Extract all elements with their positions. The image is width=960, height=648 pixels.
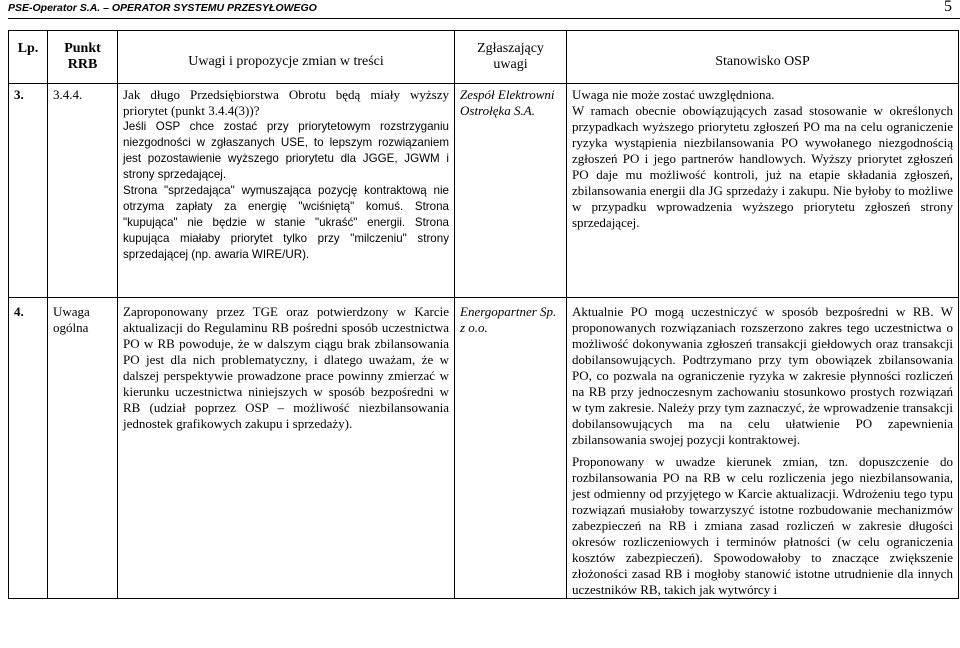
col-header-submitter: Zgłaszający uwagi	[455, 31, 567, 84]
page-number: 5	[944, 0, 952, 15]
position-paragraph: Proponowany w uwadze kierunek zmian, tzn. dopuszczenie do rozbilansowania PO na RB w celu rozliczenia jego niezbilansowania, jest odmienny od przyjętego w Karcie aktualizacji. Wdrożeniu tego typu rozwiązań musiałoby towarzyszyć istotne rozbudowanie mechanizmów zabezpieczeń na RB i zmiana zasad rozliczeń w zakresie długości okresów rozliczeniowych i terminów płatności (w celu ograniczenia kosztów zabezpieczeń). Spowodowałoby to znaczące zwiększenie złożoności zasad RB i mogłoby stanowić istotne utrudnienie dla innych uczestników RB, takich jak wytwórcy i	[572, 454, 953, 597]
col-header-rrb: Punkt RRB	[48, 31, 118, 84]
col-header-remarks: Uwagi i propozycje zmian w treści	[118, 31, 455, 84]
col-header-position: Stanowisko OSP	[567, 31, 959, 84]
header-rule	[8, 18, 960, 19]
remarks-paragraph: Strona "sprzedająca" wymuszająca pozycję kontraktową nie otrzyma zapłaty za energię "wciśniętą" komuś. Strona "kupująca" nie będzie w stanie "ukraść" energii. Strona kupująca miałaby priorytet tylko przy "milczeniu" strony sprzedającej (np. awaria WIRE/UR).	[123, 184, 449, 261]
row-lp: 4.	[9, 298, 48, 599]
col-header-lp: Lp.	[9, 31, 48, 84]
position-paragraph: W ramach obecnie obowiązujących zasad stosowanie w określonych przypadkach wyższego priorytetu zgłoszeń PO ma na celu ograniczenie ryzyka wystąpienia niezbilansowania PO wywołanego niezgodnością zgłoszeń PO i jego partnerów handlowych. Wyższy priorytet zgłoszeń PO daje mu możliwość kontroli, już na etapie składania zgłoszeń, zbilansowania energii dla JG sprzedaży i zakupu. Nie byłoby to możliwe w przypadku wprowadzenia wyższego priorytetu zgłoszeń strony sprzedającej.	[572, 103, 953, 230]
remarks-table	[8, 30, 959, 599]
position-paragraph: Uwaga nie może zostać uwzględniona.	[572, 87, 775, 102]
position-paragraph: Aktualnie PO mogą uczestniczyć w sposób bezpośredni w RB. W proponowanych rozwiązaniach rozszerzono zakres tego uczestnictwa o możliwość dokonywania zgłoszeń transakcji giełdowych oraz transakcji dobilansowujących. Podtrzymano przy tym obowiązek zbilansowania PO, co pozwala na ograniczenie ryzyka w zakresie płynności rozliczeń na RB przy jednoczesnym zachowaniu stosunkowo prostych rozwiązań w tym zakresie. Należy przy tym zaznaczyć, że wprowadzenie transakcji dobilansowujących ma na celu ułatwienie PO zapewnienia zbilansowania swojej pozycji kontraktowej.	[572, 304, 953, 447]
row-submitter: Energopartner Sp. z o.o.	[455, 298, 567, 599]
row-lp: 3.	[9, 84, 48, 298]
row-remarks	[118, 84, 455, 298]
row-rrb: 3.4.4.	[48, 84, 118, 298]
row-rrb: Uwaga ogólna	[48, 298, 118, 599]
remarks-paragraph: Zaproponowany przez TGE oraz potwierdzony w Karcie aktualizacji do Regulaminu RB pośredni sposób uczestnictwa PO w RB powoduje, że w dalszym ciągu brak zbilansowania PO jest dla nich problematyczny, i dlatego uważam, że w dalszej perspektywie prowadzone prace powinny zmierzać w kierunku uczestnictwa niniejszych w sposób bezpośredni w RB (udział poprzez OSP – możliwość niezbilansowania jednostek grafikowych zakupu i sprzedaży).	[123, 304, 449, 431]
table-row	[9, 298, 959, 599]
header-title: PSE-Operator S.A. – OPERATOR SYSTEMU PRZESYŁOWEGO	[8, 2, 317, 14]
table-row	[9, 84, 959, 298]
row-remarks	[118, 298, 455, 599]
remarks-question: Jak długo Przedsiębiorstwa Obrotu będą miały wyższy priorytet (punkt 3.4.4(3))?	[123, 87, 449, 118]
row-submitter: Zespół Elektrowni Ostrołęka S.A.	[455, 84, 567, 298]
remarks-paragraph: Jeśli OSP chce zostać przy priorytetowym rozstrzyganiu niezgodności w zgłaszanych USE, to lepszym rozwiązaniem jest pozostawienie wyższego priorytetu dla JGGE, JGWM i strony sprzedającej.	[123, 120, 449, 181]
page-header	[8, 0, 960, 18]
row-position	[567, 84, 959, 298]
table-header-row	[9, 31, 959, 84]
row-position	[567, 298, 959, 599]
